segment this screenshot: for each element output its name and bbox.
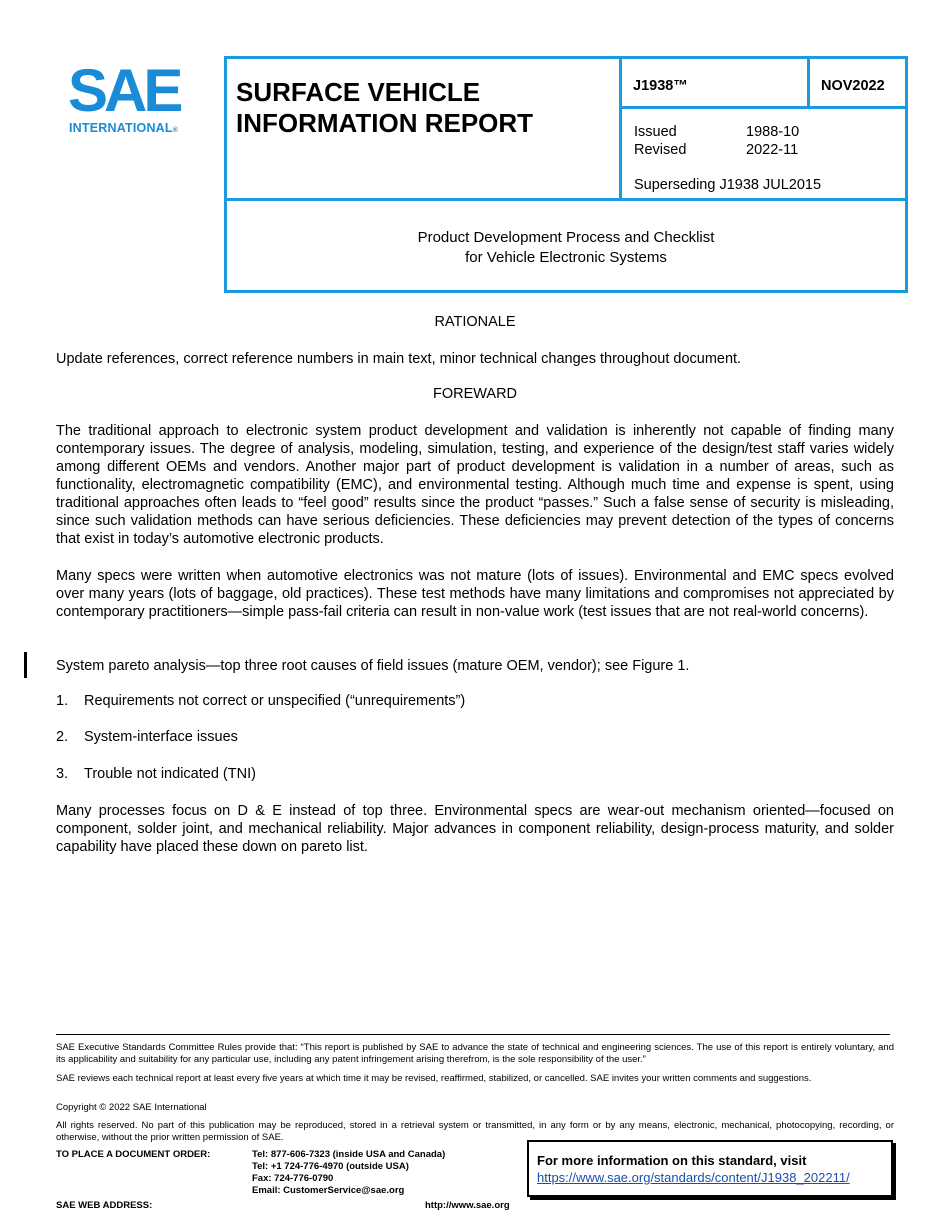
- copyright-line: Copyright © 2022 SAE International: [56, 1102, 207, 1113]
- foreward-paragraph-1: The traditional approach to electronic system product development and validation is inherently not capable of finding many contemporary issues. The degree of analysis, modeling, simulation, testing, and experience of the design/test staff varies widely among different OEMs and vendors. Another major part of product development is validation in a number of areas, such as functionality, electromagnetic compatibility (EMC), and environmental testing. Although much time and expense is spent, using traditional approaches often leads to “feel good” results since the product “passes.” Such a false sense of security is misleading, since such validation methods can have serious deficiencies. These deficiencies may prevent detection of the types of concerns that exist in today’s automotive electronic products.: [56, 423, 894, 547]
- rationale-text: Update references, correct reference numbers in main text, minor technical changes throughout document.: [56, 351, 742, 367]
- document-date: NOV2022: [821, 78, 885, 94]
- more-info-title: For more information on this standard, visit: [537, 1153, 807, 1168]
- issued-value: 1988-10: [746, 124, 800, 140]
- rationale-heading: RATIONALE: [434, 314, 516, 330]
- change-bar: [24, 652, 27, 678]
- review-note: SAE reviews each technical report at least every five years at which time it may be revised, reaffirmed, stabilized, or cancelled. SAE invites your written comments and suggestions.: [56, 1073, 812, 1084]
- rights-note: All rights reserved. No part of this publication may be reproduced, stored in a retrieval system or transmitted, in any form or by any means, electronic, mechanical, photocopying, recording, or otherwise, without the prior written permission of SAE.: [56, 1120, 894, 1143]
- sae-logo: [68, 57, 193, 140]
- logo-wordmark: SAE: [68, 57, 180, 124]
- list-item: 1. Requirements not correct or unspecified (“unrequirements”): [56, 693, 466, 709]
- more-info-box: [527, 1140, 893, 1197]
- web-address-label: SAE WEB ADDRESS:: [56, 1200, 153, 1211]
- report-type-title: SURFACE VEHICLE INFORMATION REPORT: [236, 77, 534, 138]
- revised-value: 2022-11: [746, 142, 799, 158]
- list-item: 3. Trouble not indicated (TNI): [56, 766, 256, 782]
- web-address-link[interactable]: http://www.sae.org: [425, 1200, 510, 1211]
- foreward-paragraph-2: Many specs were written when automotive electronics was not mature (lots of issues). Environmental and EMC specs evolved over many years (lots of baggage, old practices). These test methods have many limitations and compromises not appreciated by contemporary practitioners—simple pass-fail criteria can result in non-value work (test issues that are not real-world concerns).: [56, 568, 894, 620]
- foreward-heading: FOREWARD: [432, 386, 518, 402]
- committee-rules-note: SAE Executive Standards Committee Rules provide that: “This report is published by SAE to advance the state of technical and engineering sciences. The use of this report is entirely voluntary, and its applicability and suitability for any particular use, including any patent infringement arising therefrom, is the sole responsibility of the user.”: [56, 1042, 894, 1065]
- standard-link[interactable]: https://www.sae.org/standards/content/J1938_202211/: [537, 1170, 850, 1185]
- order-label: TO PLACE A DOCUMENT ORDER:: [56, 1149, 211, 1160]
- issue-revision-table: [634, 123, 799, 159]
- order-email[interactable]: Email: CustomerService@sae.org: [252, 1185, 405, 1196]
- list-item: 2. System-interface issues: [56, 729, 238, 745]
- order-tel-international: Tel: +1 724-776-4970 (outside USA): [252, 1161, 409, 1172]
- superseding-note: Superseding J1938 JUL2015: [634, 177, 822, 193]
- footer-divider: [56, 1034, 890, 1035]
- document-number: J1938™: [633, 78, 688, 94]
- order-tel-domestic: Tel: 877-606-7323 (inside USA and Canada): [252, 1149, 446, 1160]
- order-fax: Fax: 724-776-0790: [252, 1173, 334, 1184]
- foreward-paragraph-4: Many processes focus on D & E instead of top three. Environmental specs are wear-out mechanism oriented—focused on component, solder joint, and mechanical reliability. Major advances in component reliability, design-process maturity, and solder capability have placed these down on pareto list.: [56, 803, 894, 855]
- revised-label: Revised: [634, 142, 687, 158]
- foreward-paragraph-3: System pareto analysis—top three root causes of field issues (mature OEM, vendor); see Figure 1.: [56, 658, 690, 674]
- order-contact: [252, 1149, 445, 1197]
- logo-subtitle: INTERNATIONAL®: [69, 121, 179, 135]
- document-topic: Product Development Process and Checklist for Vehicle Electronic Systems: [417, 229, 715, 266]
- issued-label: Issued: [634, 124, 677, 140]
